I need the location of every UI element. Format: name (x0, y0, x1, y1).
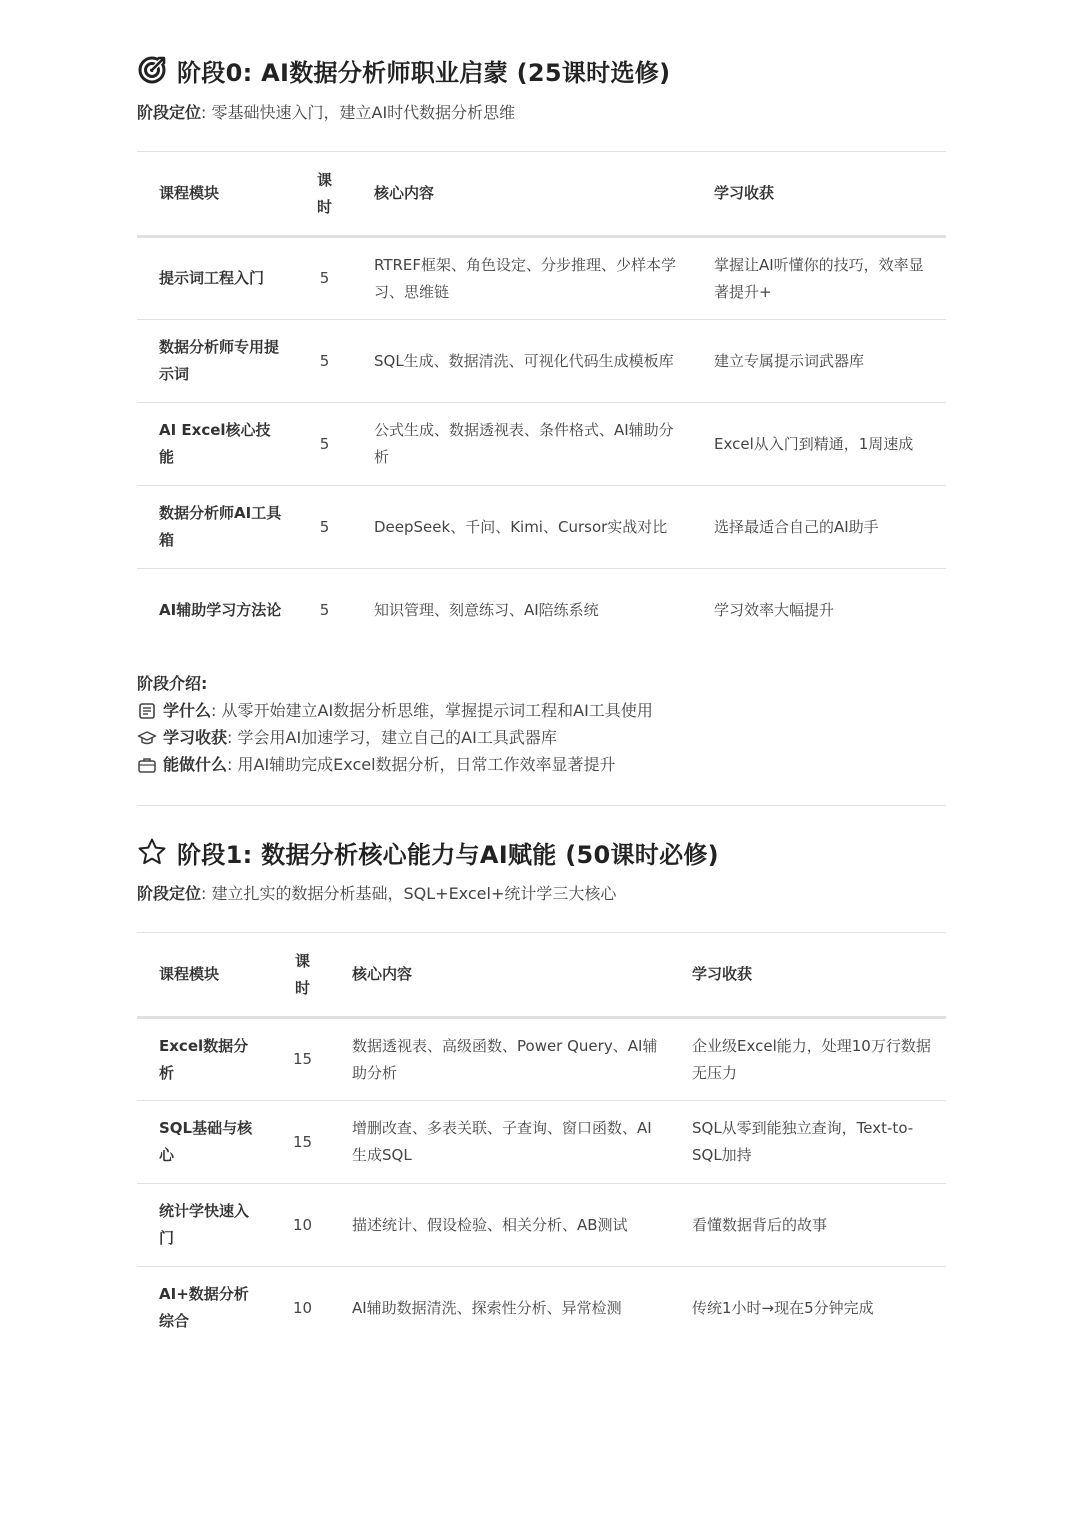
table-row (137, 1184, 946, 1267)
section-divider (137, 805, 946, 806)
intro-title: 阶段介绍: (137, 674, 208, 693)
hours-cell: 15 (275, 1101, 330, 1184)
stage0-heading (137, 50, 670, 90)
content-cell: 公式生成、数据透视表、条件格式、AI辅助分析 (352, 403, 692, 486)
intro-text: : 学会用AI加速学习，建立自己的AI工具武器库 (227, 728, 557, 747)
table-row (137, 1101, 946, 1184)
gain-cell: 看懂数据背后的故事 (670, 1184, 946, 1267)
content-cell: 数据透视表、高级函数、Power Query、AI辅助分析 (330, 1018, 670, 1101)
intro-text: : 用AI辅助完成Excel数据分析，日常工作效率显著提升 (227, 755, 616, 774)
stage1-course-table (137, 932, 946, 1350)
table-header-row (137, 933, 946, 1018)
header-gain: 学习收获 (670, 933, 946, 1018)
header-content: 核心内容 (330, 933, 670, 1018)
module-cell: AI Excel核心技能 (137, 403, 297, 486)
stage1-title: 阶段1: 数据分析核心能力与AI赋能 (50课时必修) (177, 840, 719, 869)
graduation-cap-icon (137, 728, 157, 748)
stage0-intro (137, 670, 653, 778)
content-cell: AI辅助数据清洗、探索性分析、异常检测 (352, 1298, 622, 1317)
table-row (137, 569, 946, 652)
table-row (137, 403, 946, 486)
table-row (137, 237, 946, 320)
table-row (137, 1018, 946, 1101)
stage1-heading (137, 832, 719, 872)
stage0-course-table (137, 151, 946, 652)
positioning-text: : 建立扎实的数据分析基础，SQL+Excel+统计学三大核心 (201, 884, 617, 903)
header-gain: 学习收获 (692, 152, 946, 237)
hours-cell: 5 (297, 403, 352, 486)
stage0-title: 阶段0: AI数据分析师职业启蒙 (25课时选修) (177, 58, 671, 87)
module-cell: 数据分析师专用提示词 (137, 320, 297, 403)
content-cell: SQL生成、数据清洗、可视化代码生成模板库 (352, 320, 692, 403)
intro-item-learn (137, 697, 653, 724)
gain-cell: 企业级Excel能力，处理10万行数据无压力 (670, 1018, 946, 1101)
hours-cell: 15 (275, 1018, 330, 1101)
stage1-positioning (137, 881, 616, 904)
positioning-text: : 零基础快速入门，建立AI时代数据分析思维 (201, 103, 516, 122)
module-cell: 提示词工程入门 (137, 237, 297, 320)
gain-cell: 学习效率大幅提升 (714, 600, 835, 619)
intro-item-gain (137, 724, 653, 751)
content-cell: 描述统计、假设检验、相关分析、AB测试 (330, 1184, 670, 1267)
content-cell: 知识管理、刻意练习、AI陪练系统 (374, 600, 599, 619)
gain-cell: 建立专属提示词武器库 (692, 320, 946, 403)
hours-cell: 10 (275, 1184, 330, 1267)
positioning-label: 阶段定位 (137, 103, 202, 122)
briefcase-icon (137, 755, 157, 775)
book-icon (137, 701, 157, 721)
content-cell: 增删改查、多表关联、子查询、窗口函数、AI生成SQL (330, 1101, 670, 1184)
table-row (137, 320, 946, 403)
hours-cell: 5 (297, 486, 352, 569)
hours-cell: 5 (297, 320, 352, 403)
content-cell: DeepSeek、千问、Kimi、Cursor实战对比 (352, 486, 692, 569)
gain-cell: 选择最适合自己的AI助手 (692, 486, 946, 569)
header-module: 课程模块 (137, 152, 297, 237)
table-row (137, 486, 946, 569)
content-cell: RTREF框架、角色设定、分步推理、少样本学习、思维链 (352, 237, 692, 320)
target-icon (137, 55, 167, 85)
gain-cell: SQL从零到能独立查询，Text-to-SQL加持 (670, 1101, 946, 1184)
star-icon (137, 837, 167, 867)
module-cell: SQL基础与核心 (137, 1101, 275, 1184)
intro-text: : 从零开始建立AI数据分析思维，掌握提示词工程和AI工具使用 (211, 701, 653, 720)
stage0-positioning (137, 100, 515, 123)
gain-cell: Excel从入门到精通，1周速成 (692, 403, 946, 486)
intro-item-can-do (137, 751, 653, 778)
intro-label: 学习收获 (163, 728, 228, 747)
hours-cell: 5 (319, 600, 330, 619)
header-content: 核心内容 (352, 152, 692, 237)
header-hours: 课时 (297, 152, 352, 237)
hours-cell: 10 (292, 1298, 313, 1317)
gain-cell: 传统1小时→现在5分钟完成 (692, 1298, 874, 1317)
module-cell: 统计学快速入门 (137, 1184, 275, 1267)
table-row (137, 1267, 946, 1350)
table-header-row (137, 152, 946, 237)
positioning-label: 阶段定位 (137, 884, 202, 903)
intro-label: 学什么 (163, 701, 212, 720)
intro-label: 能做什么 (163, 755, 228, 774)
module-cell: Excel数据分析 (137, 1018, 275, 1101)
module-cell: AI+数据分析综合 (159, 1285, 249, 1331)
module-cell: AI辅助学习方法论 (159, 600, 282, 619)
hours-cell: 5 (297, 237, 352, 320)
gain-cell: 掌握让AI听懂你的技巧，效率显著提升+ (692, 237, 946, 320)
header-module: 课程模块 (137, 933, 275, 1018)
module-cell: 数据分析师AI工具箱 (137, 486, 297, 569)
header-hours: 课时 (275, 933, 330, 1018)
